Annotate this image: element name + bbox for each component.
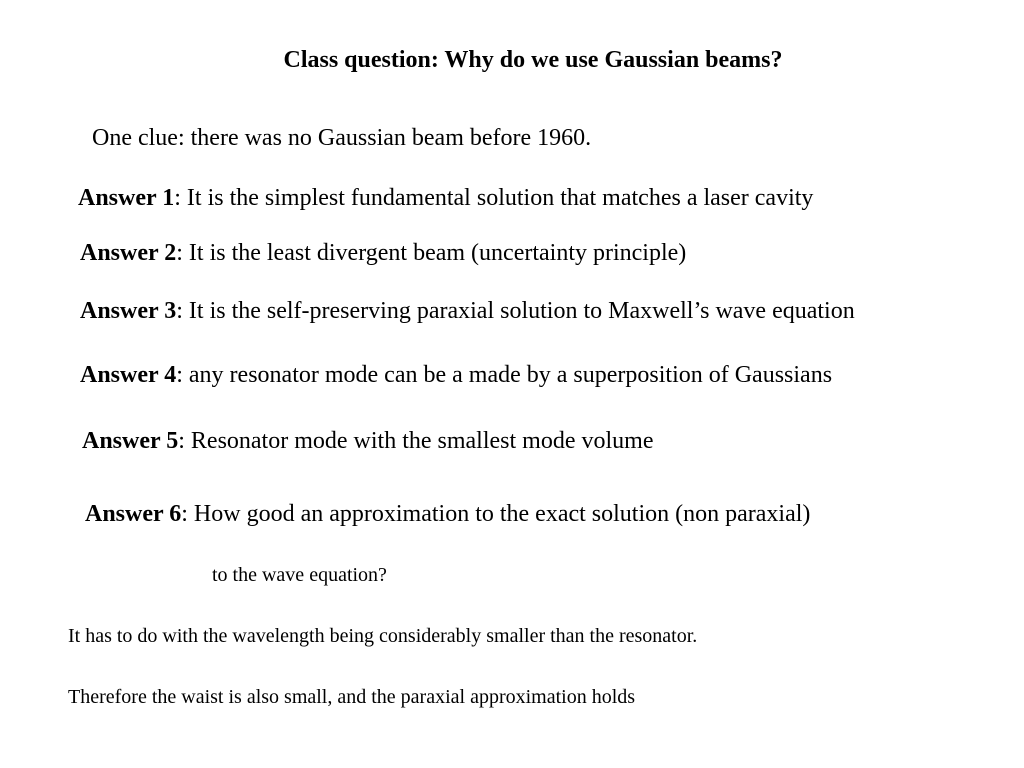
answer-6: [85, 502, 810, 526]
answer-1-text: : It is the simplest fundamental solution that matches a laser cavity: [174, 185, 814, 211]
answer-4: [80, 363, 832, 387]
explanation-line-1: It has to do with the wavelength being considerably smaller than the resonator.: [68, 625, 698, 647]
answer-1-label: Answer 1: [78, 185, 175, 211]
answer-5-label: Answer 5: [82, 428, 179, 454]
answer-3-label: Answer 3: [80, 298, 177, 324]
answer-3: [80, 299, 855, 323]
answer-5-text: : Resonator mode with the smallest mode volume: [178, 428, 654, 454]
answer-6-label: Answer 6: [85, 501, 182, 527]
answer-3-text: : It is the self-preserving paraxial solution to Maxwell’s wave equation: [176, 298, 855, 324]
answer-6-continuation: to the wave equation?: [212, 564, 387, 586]
answer-4-label: Answer 4: [80, 362, 177, 388]
answer-4-text: : any resonator mode can be a made by a superposition of Gaussians: [176, 362, 833, 388]
answer-1: [78, 186, 813, 210]
answer-6-text: : How good an approximation to the exact solution (non paraxial): [181, 501, 811, 527]
answer-2-label: Answer 2: [80, 240, 177, 266]
explanation-line-2: Therefore the waist is also small, and the paraxial approximation holds: [68, 686, 636, 708]
slide-title: Class question: Why do we use Gaussian beams?: [283, 47, 783, 73]
answer-2: [80, 241, 686, 265]
answer-5: [82, 429, 654, 453]
clue-text: One clue: there was no Gaussian beam before 1960.: [92, 125, 592, 151]
answer-2-text: : It is the least divergent beam (uncertainty principle): [176, 240, 687, 266]
